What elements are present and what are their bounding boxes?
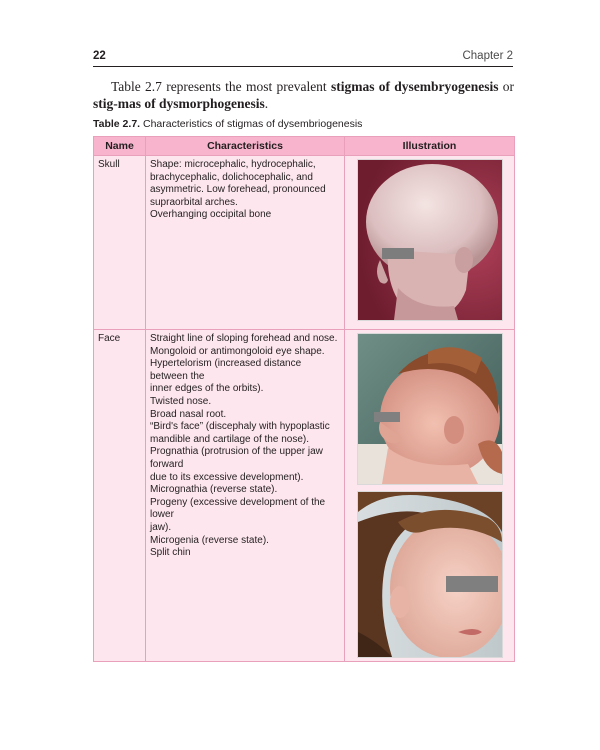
row-characteristics-face: [146, 330, 345, 662]
characteristic-line: asymmetric. Low forehead, pronounced: [150, 184, 326, 196]
header-characteristics: Characteristics: [146, 137, 345, 156]
characteristic-line: Progeny (excessive development of the lower: [150, 496, 326, 521]
characteristic-line: Prognathia (protrusion of the upper jaw forward: [150, 446, 323, 470]
infant-profile-photo: [357, 333, 503, 485]
row-name-face: Face: [94, 330, 146, 662]
characteristic-line: Straight line of sloping forehead and nose.: [150, 333, 338, 344]
characteristic-line: Microgenia (reverse state).: [150, 534, 269, 546]
characteristic-line: Hypertelorism (increased distance between the: [150, 358, 302, 382]
characteristic-line: Split chin: [150, 547, 191, 559]
child-face-photo: [357, 491, 503, 658]
characteristic-line: supraorbital arches.: [150, 196, 238, 208]
characteristic-line: brachycephalic, dolichocephalic, and: [150, 171, 313, 183]
row-characteristics-skull: [146, 156, 345, 330]
table-header-row: [94, 137, 515, 156]
intro-text-2: or: [498, 79, 514, 94]
characteristic-line: Broad nasal root.: [150, 408, 227, 420]
characteristic-line: jaw).: [150, 521, 172, 533]
characteristic-line: Overhanging occipital bone: [150, 209, 272, 221]
table-caption: [93, 118, 362, 130]
characteristic-line: Mongoloid or antimongoloid eye shape.: [150, 345, 325, 357]
intro-term-2: stig-mas of dysmorphogenesis: [93, 96, 265, 111]
table-row-face: [94, 330, 515, 662]
characteristic-line: mandible and cartilage of the nose).: [150, 433, 309, 445]
intro-text-1: Table 2.7 represents the most prevalent: [111, 79, 331, 94]
characteristic-line: Micrognathia (reverse state).: [150, 484, 278, 496]
illustration-face: [345, 330, 515, 662]
characteristic-line: due to its excessive development).: [150, 471, 304, 483]
header-illustration: Illustration: [345, 137, 515, 156]
page-number: 22: [93, 50, 106, 62]
row-name-skull: Skull: [94, 156, 146, 330]
intro-paragraph: [93, 78, 514, 112]
chapter-label: Chapter 2: [462, 50, 513, 62]
skull-photo: [357, 159, 503, 321]
stigmas-table: [93, 136, 515, 662]
table-number: Table 2.7.: [93, 118, 141, 130]
illustration-skull: [345, 156, 515, 330]
characteristic-line: Shape: microcephalic, hydrocephalic,: [150, 159, 316, 170]
characteristic-line: inner edges of the orbits).: [150, 383, 264, 395]
table-title: Characteristics of stigmas of dysembriogenesis: [143, 118, 363, 130]
characteristic-line: “Bird's face” (discephaly with hypoplastic: [150, 421, 330, 433]
intro-term-1: stigmas of dysembryogenesis: [330, 79, 499, 94]
characteristic-line: Twisted nose.: [150, 395, 212, 407]
table-row-skull: [94, 156, 515, 330]
intro-text-3: .: [264, 96, 269, 111]
page-header: [93, 48, 513, 67]
header-name: Name: [94, 137, 146, 156]
